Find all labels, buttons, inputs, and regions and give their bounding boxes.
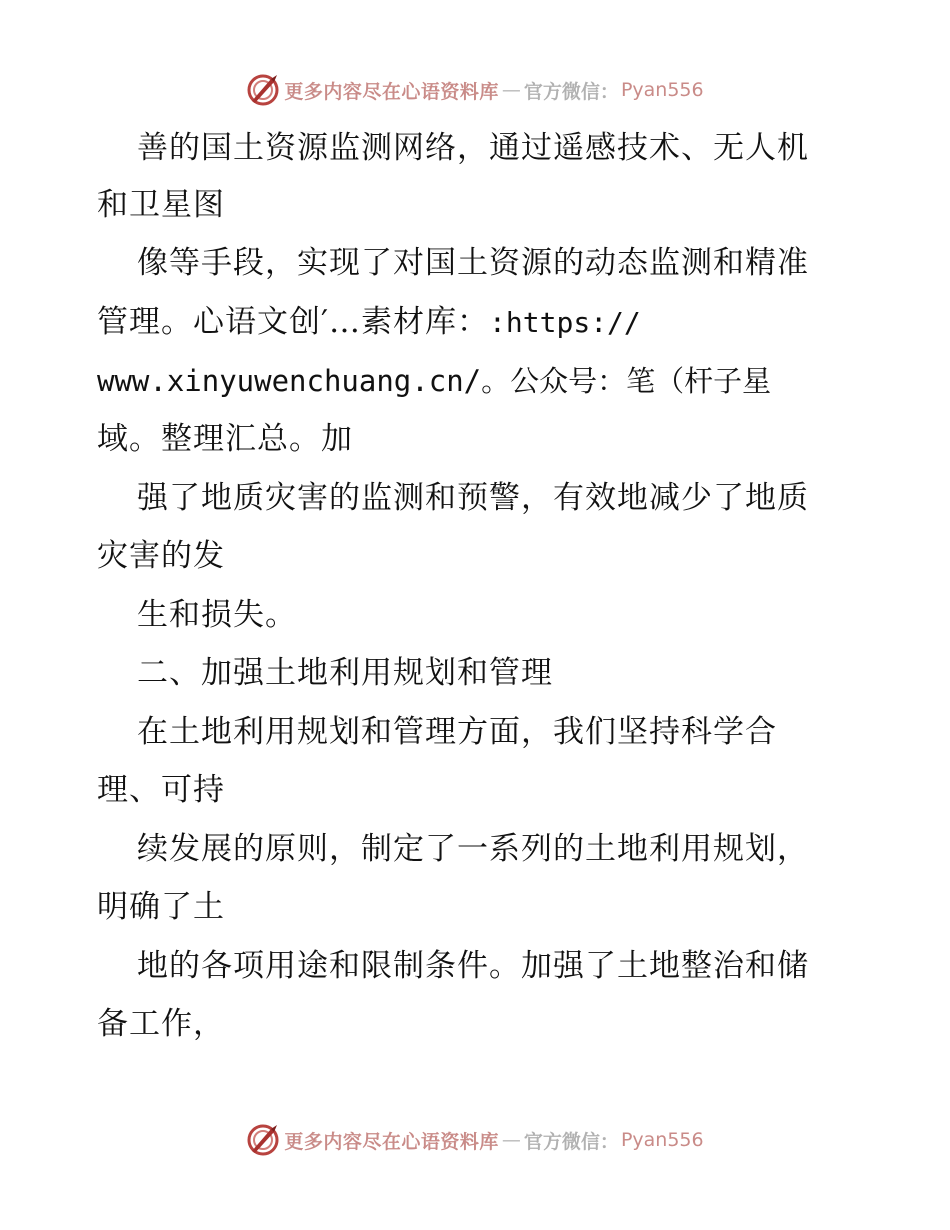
watermark-main-text: 更多内容尽在心语资料库 xyxy=(284,1130,499,1153)
text-line: 续发展的原则，制定了一系列的土地利用规划， xyxy=(137,831,809,867)
text-line: 明确了土 xyxy=(97,889,225,925)
text-segment: 管理。心语文创′…素材库： xyxy=(97,304,490,340)
text-line: 域。整理汇总。加 xyxy=(97,421,353,457)
text-line: 理、可持 xyxy=(97,772,225,808)
watermark-dash: — xyxy=(501,79,521,101)
text-line: 灾害的发 xyxy=(97,538,225,574)
watermark-wechat-id: Pyan556 xyxy=(620,1129,704,1151)
text-line: 和卫星图 xyxy=(97,187,225,223)
text-line: 在土地利用规划和管理方面，我们坚持科学合 xyxy=(137,714,777,750)
watermark-sub-text: 官方微信： xyxy=(523,80,619,103)
text-line: 强了地质灾害的监测和预警，有效地减少了地质 xyxy=(137,480,809,516)
text-line: 备工作， xyxy=(97,1006,225,1042)
watermark-wechat-id: Pyan556 xyxy=(620,79,704,101)
section-heading: 二、加强土地利用规划和管理 xyxy=(137,655,553,691)
text-line: 地的各项用途和限制条件。加强了土地整治和储 xyxy=(137,948,809,984)
watermark-dash: — xyxy=(501,1129,521,1151)
text-line: 生和损失。 xyxy=(137,597,297,633)
footer-watermark xyxy=(0,1120,950,1160)
watermark-sub-text: 官方微信： xyxy=(523,1130,619,1153)
url-fragment: :https:// xyxy=(489,306,641,339)
watermark-main-text: 更多内容尽在心语资料库 xyxy=(284,80,499,103)
text-line: 像等手段，实现了对国土资源的动态监测和精准 xyxy=(137,245,809,281)
text-line xyxy=(97,302,641,343)
quill-pen-icon xyxy=(246,1123,280,1157)
text-line: 善的国土资源监测网络，通过遥感技术、无人机 xyxy=(137,130,809,166)
text-line: www.xinyuwenchuang.cn/。公众号：笔（杆子星 xyxy=(97,364,772,398)
